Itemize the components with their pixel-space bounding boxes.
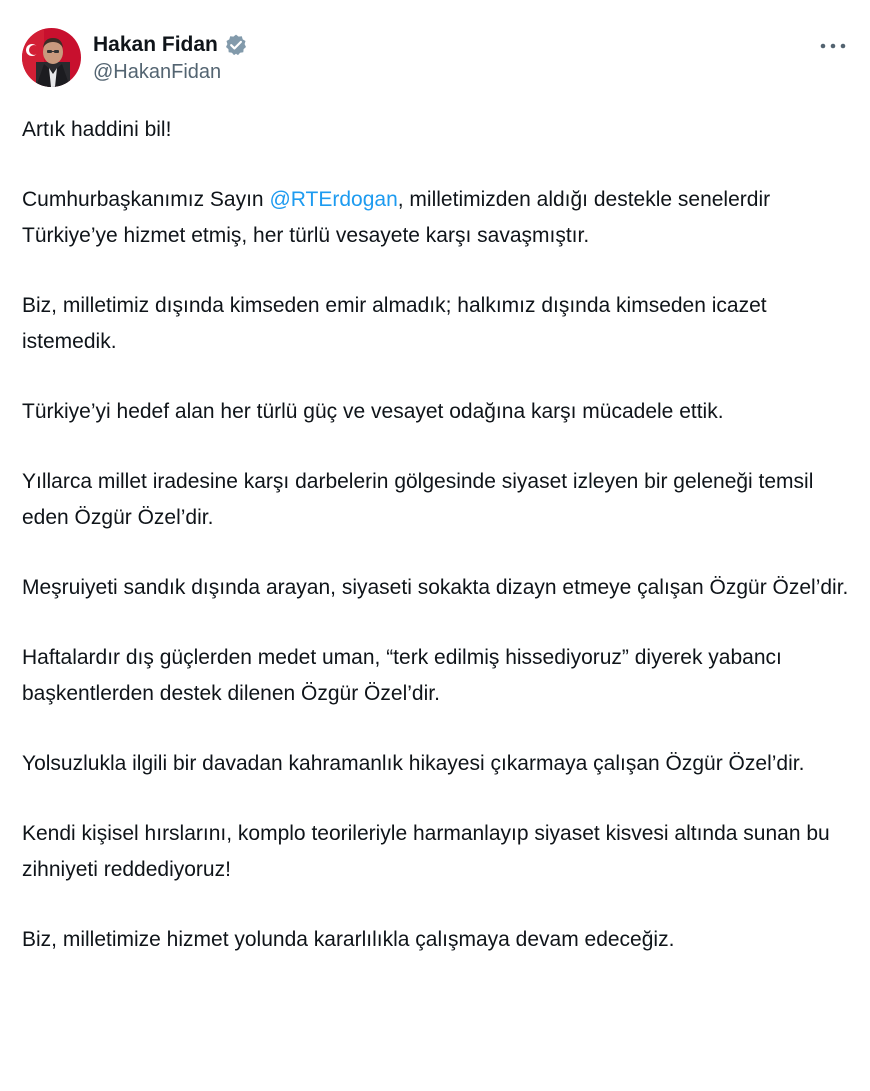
tweet-paragraph-1: Artık haddini bil! [22, 118, 172, 141]
tweet-paragraph-9: Kendi kişisel hırslarını, komplo teorileriyle harmanlayıp siyaset kisvesi altında sunan bu zihniyeti reddediyoruz! [22, 822, 830, 881]
verified-badge-icon[interactable] [224, 33, 248, 57]
tweet-paragraph-7: Haftalardır dış güçlerden medet uman, “terk edilmiş hissediyoruz” diyerek yabancı başkentlerden destek dilenen Özgür Özel’dir. [22, 646, 782, 705]
avatar[interactable] [22, 28, 81, 87]
more-options-icon[interactable] [816, 34, 850, 58]
tweet-paragraph-6: Meşruiyeti sandık dışında arayan, siyaseti sokakta dizayn etmeye çalışan Özgür Özel’dir. [22, 576, 849, 599]
author-names [93, 31, 248, 84]
paragraph-text: , milletimizden aldığı destekle senelerdir Türkiye’ye hizmet etmiş, her türlü vesayete karşı savaşmıştır. [22, 188, 771, 247]
handle[interactable]: @HakanFidan [93, 61, 222, 83]
tweet-paragraph-5: Yıllarca millet iradesine karşı darbelerin gölgesinde siyaset izleyen bir geleneği temsil eden Özgür Özel’dir. [22, 470, 814, 529]
tweet-paragraph-2 [22, 182, 854, 254]
name-row [93, 31, 248, 59]
paragraph-text: Cumhurbaşkanımız Sayın [22, 188, 270, 211]
avatar-photo [22, 28, 81, 87]
tweet-paragraph-3: Biz, milletimiz dışında kimseden emir almadık; halkımız dışında kimseden icazet istemedik. [22, 294, 767, 353]
tweet-paragraph-8: Yolsuzlukla ilgili bir davadan kahramanlık hikayesi çıkarmaya çalışan Özgür Özel’dir. [22, 752, 805, 775]
tweet-header [22, 28, 248, 90]
tweet-paragraph-10: Biz, milletimize hizmet yolunda kararlılıkla çalışmaya devam edeceğiz. [22, 928, 675, 951]
tweet-paragraph-4: Türkiye’yi hedef alan her türlü güç ve vesayet odağına karşı mücadele ettik. [22, 400, 724, 423]
mention-link[interactable]: @RTErdogan [269, 188, 398, 211]
display-name[interactable]: Hakan Fidan [93, 33, 218, 56]
tweet-text [22, 112, 854, 992]
